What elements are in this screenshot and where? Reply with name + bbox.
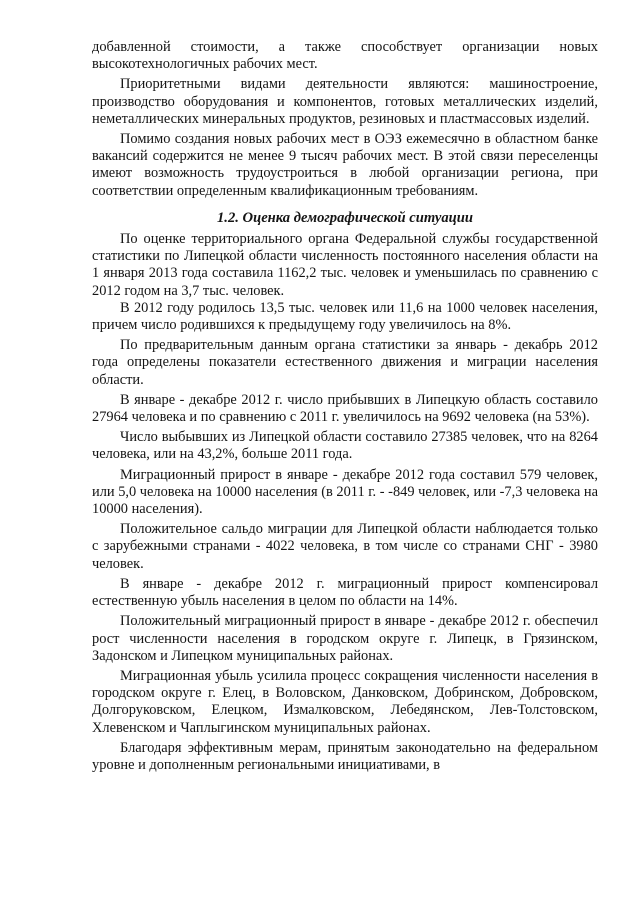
paragraph-continuation: добавленной стоимости, а также способствует организации новых высокотехнологичных рабочих мест.	[92, 39, 598, 73]
paragraph-job-vacancies: Помимо создания новых рабочих мест в ОЭЗ ежемесячно в областном банке вакансий содержится не менее 9 тысяч рабочих мест. В этой связи переселенцы имеют возможность трудоустроиться в любой организации региона, при соответствии определенным квалификационным требованиям.	[92, 131, 598, 199]
paragraph-population-growth-districts: Положительный миграционный прирост в январе - декабре 2012 г. обеспечил рост численности населения в городском округе г. Липецк, в Грязинском, Задонском и Липецком муниципальных районах.	[92, 613, 598, 664]
section-heading: 1.2. Оценка демографической ситуации	[217, 209, 473, 226]
paragraph-positive-balance: Положительное сальдо миграции для Липецкой области наблюдается только с зарубежными странами - 4022 человека, в том числе со странами СНГ - 3980 человек.	[92, 521, 598, 572]
paragraph-population-estimate: По оценке территориального органа Федеральной службы государственной статистики по Липецкой области численность постоянного населения области на 1 января 2013 года составила 1162,2 тыс. человек и уменьшилась по сравнению с 2012 годом на 3,7 тыс. человек.	[92, 231, 598, 299]
paragraph-births: В 2012 году родилось 13,5 тыс. человек или 11,6 на 1000 человек населения, причем число родившихся к предыдущему году увеличилось на 8%.	[92, 299, 598, 334]
paragraph-measures: Благодаря эффективным мерам, принятым законодательно на федеральном уровне и дополненным региональными инициативами, в	[92, 739, 598, 773]
document-body	[92, 39, 598, 774]
paragraph-preliminary-data: По предварительным данным органа статистики за январь - декабрь 2012 года определены показатели естественного движения и миграции населения области.	[92, 337, 598, 388]
paragraph-migration-loss-districts: Миграционная убыль усилила процесс сокращения численности населения в городском округе г. Елец, в Воловском, Данковском, Добринском, Добровском, Долгоруковском, Елецком, Измалковском, Лебедянском, Лев-Толстовском, Хлевенском и Чаплыгинском муниципальных районах.	[92, 667, 598, 736]
paragraph-compensation: В январе - декабре 2012 г. миграционный прирост компенсировал естественную убыль населения в целом по области на 14%.	[92, 575, 598, 610]
paragraph-priority-activities: Приоритетными видами деятельности являются: машиностроение, производство оборудования и компонентов, готовых металлических изделий, неметаллических минеральных продуктов, резиновых и пластмассовых изделий.	[92, 76, 598, 127]
paragraph-arrivals: В январе - декабре 2012 г. число прибывших в Липецкую область составило 27964 человека и по сравнению с 2011 г. увеличилось на 9692 человека (на 53%).	[92, 391, 598, 426]
paragraph-departures: Число выбывших из Липецкой области составило 27385 человек, что на 8264 человека, или на 43,2%, больше 2011 года.	[92, 429, 598, 463]
paragraph-migration-growth: Миграционный прирост в январе - декабре 2012 года составил 579 человек, или 5,0 человека на 10000 населения (в 2011 г. - -849 человек, или -7,3 человека на 10000 населения).	[92, 466, 598, 518]
